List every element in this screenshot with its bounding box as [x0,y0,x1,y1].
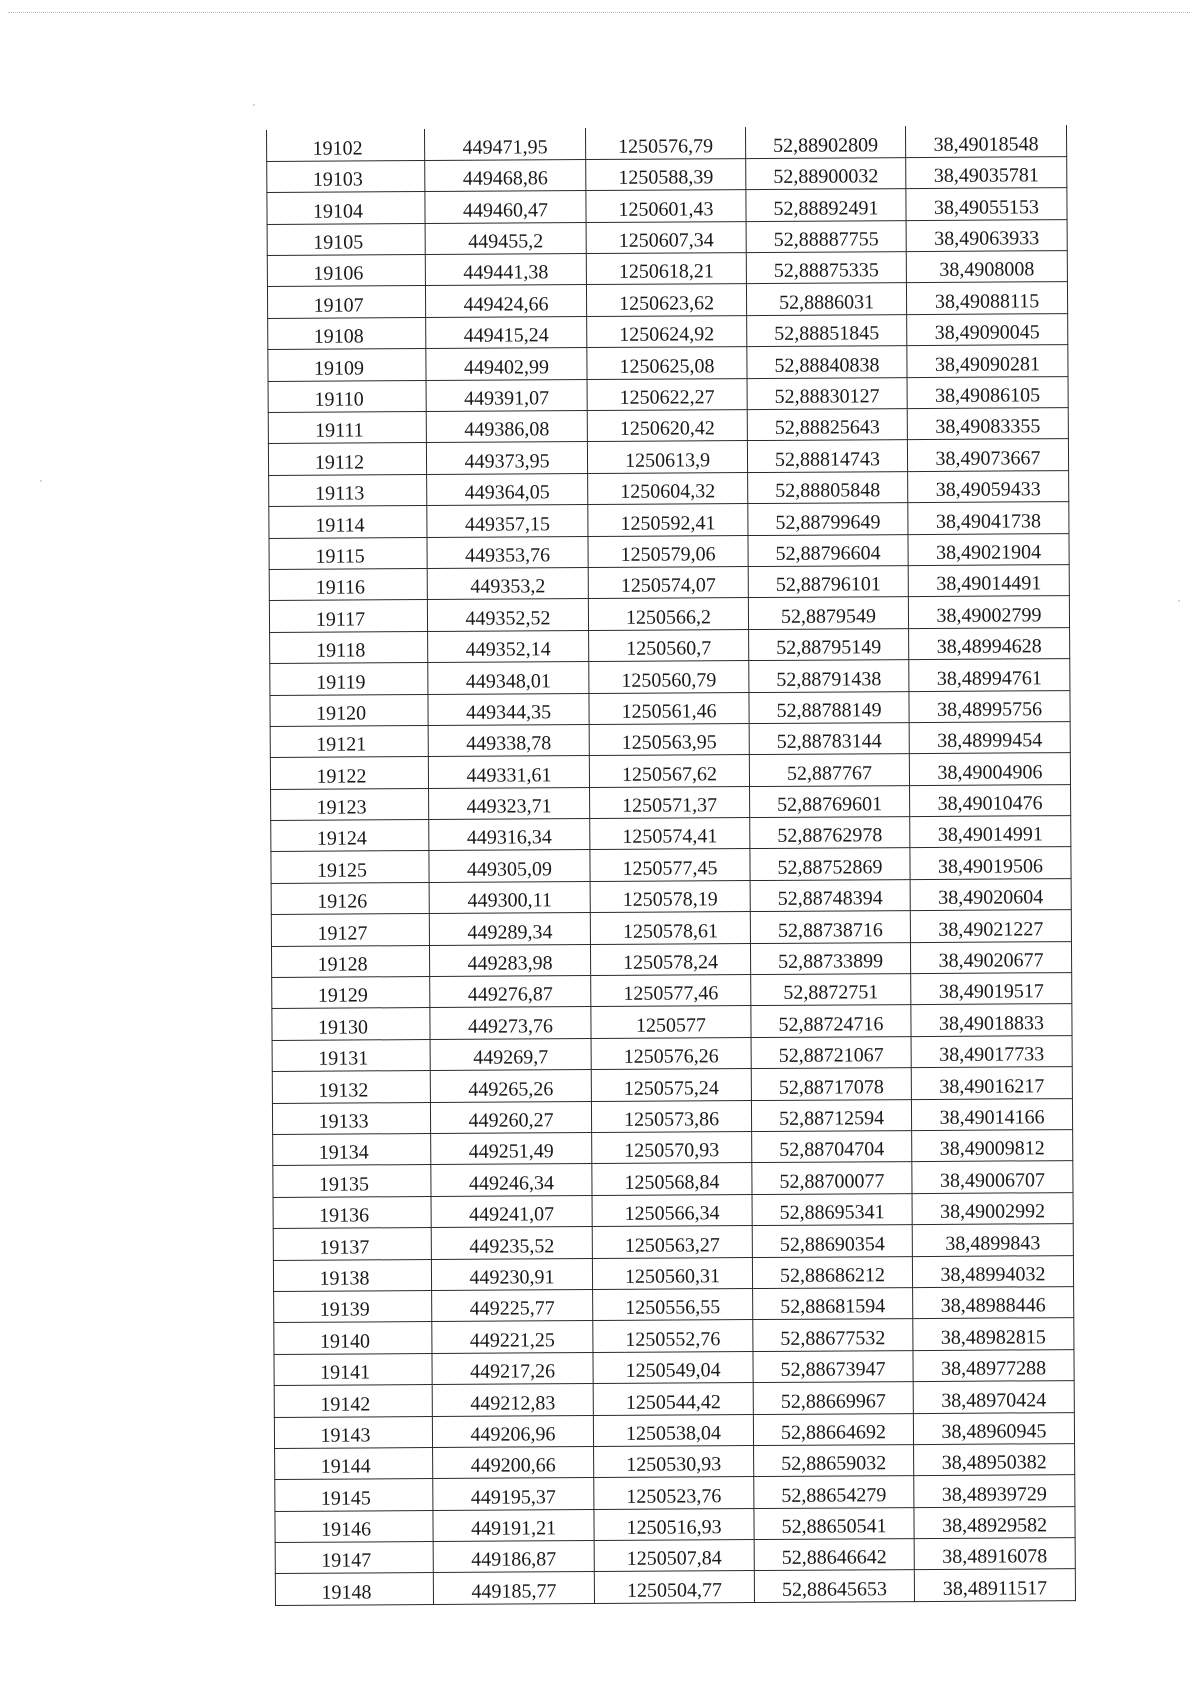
y-coordinate-cell: 1250566,34 [592,1194,752,1226]
longitude-cell: 38,49020677 [910,941,1071,973]
x-coordinate-cell: 449260,27 [430,1101,591,1133]
latitude-cell: 52,88752869 [750,848,910,880]
point-number-cell: 19115 [269,537,427,569]
y-coordinate-cell: 1250568,84 [592,1163,752,1195]
latitude-cell: 52,88669967 [753,1382,913,1414]
latitude-cell: 52,88681594 [753,1288,913,1320]
y-coordinate-cell: 1250552,76 [593,1320,753,1352]
x-coordinate-cell: 449185,77 [433,1572,594,1604]
x-coordinate-cell: 449246,34 [431,1164,592,1196]
longitude-cell: 38,48916078 [914,1538,1075,1570]
latitude-cell: 52,88700077 [752,1162,912,1194]
point-number-cell: 19130 [272,1008,430,1040]
y-coordinate-cell: 1250622,27 [587,378,747,410]
y-coordinate-cell: 1250625,08 [587,347,747,379]
longitude-cell: 38,48929582 [914,1506,1075,1538]
y-coordinate-cell: 1250560,31 [592,1257,752,1289]
latitude-cell: 52,88796101 [748,566,908,598]
latitude-cell: 52,88892491 [746,189,906,221]
x-coordinate-cell: 449186,87 [433,1541,594,1573]
table-row [269,502,1069,538]
table-row [271,878,1071,914]
x-coordinate-cell: 449468,86 [425,159,586,191]
scan-speck [253,104,255,106]
y-coordinate-cell: 1250563,95 [589,723,749,755]
y-coordinate-cell: 1250523,76 [594,1477,754,1509]
latitude-cell: 52,88748394 [750,879,910,911]
x-coordinate-cell: 449455,2 [425,222,586,254]
longitude-cell: 38,49002992 [912,1192,1073,1224]
x-coordinate-cell: 449273,76 [430,1007,591,1039]
point-number-cell: 19142 [274,1385,432,1417]
x-coordinate-cell: 449344,35 [428,693,589,725]
longitude-cell: 38,49014991 [910,816,1071,848]
point-number-cell: 19141 [274,1353,432,1385]
y-coordinate-cell: 1250620,42 [587,410,747,442]
latitude-cell: 52,88769601 [750,785,910,817]
y-coordinate-cell: 1250607,34 [586,221,746,253]
table-row [272,1098,1072,1134]
x-coordinate-cell: 449305,09 [429,850,590,882]
point-number-cell: 19104 [267,192,425,224]
latitude-cell: 52,88717078 [751,1068,911,1100]
point-number-cell: 19119 [270,663,428,695]
latitude-cell: 52,88840838 [747,346,907,378]
point-number-cell: 19134 [273,1134,431,1166]
latitude-cell: 52,88788149 [749,691,909,723]
point-number-cell: 19133 [272,1102,430,1134]
y-coordinate-cell: 1250567,62 [589,755,749,787]
table-row [275,1475,1075,1511]
x-coordinate-cell: 449353,76 [427,536,588,568]
x-coordinate-cell: 449212,83 [432,1384,593,1416]
longitude-cell: 38,49035781 [906,157,1067,189]
x-coordinate-cell: 449331,61 [428,756,589,788]
table-row [275,1538,1075,1574]
point-number-cell: 19121 [270,725,428,757]
point-number-cell: 19118 [270,631,428,663]
table-row [271,910,1071,946]
latitude-cell: 52,88762978 [750,817,910,849]
longitude-cell: 38,49063933 [906,219,1067,251]
table-row [271,941,1071,977]
longitude-cell: 38,49020604 [910,878,1071,910]
longitude-cell: 38,48970424 [913,1381,1074,1413]
y-coordinate-cell: 1250573,86 [591,1100,751,1132]
x-coordinate-cell: 449241,07 [431,1195,592,1227]
table-row [273,1161,1073,1197]
point-number-cell: 19105 [267,223,425,255]
table-row [273,1192,1073,1228]
table-row [274,1287,1074,1323]
point-number-cell: 19145 [275,1479,433,1511]
y-coordinate-cell: 1250556,55 [593,1289,753,1321]
x-coordinate-cell: 449300,11 [429,881,590,913]
y-coordinate-cell: 1250578,24 [590,943,750,975]
longitude-cell: 38,49041738 [908,502,1069,534]
x-coordinate-cell: 449191,21 [433,1509,594,1541]
latitude-cell: 52,88799649 [748,503,908,535]
longitude-cell: 38,49019506 [910,847,1071,879]
longitude-cell: 38,49083355 [907,408,1068,440]
point-number-cell: 19109 [268,349,426,381]
table-row [269,596,1069,632]
table-row [270,753,1070,789]
latitude-cell: 52,88900032 [746,157,906,189]
longitude-cell: 38,49021904 [908,533,1069,565]
longitude-cell: 38,48982815 [913,1318,1074,1350]
x-coordinate-cell: 449373,95 [426,442,587,474]
y-coordinate-cell: 1250575,24 [591,1069,751,1101]
latitude-cell: 52,88791438 [749,660,909,692]
longitude-cell: 38,49017733 [911,1035,1072,1067]
y-coordinate-cell: 1250574,41 [590,818,750,850]
point-number-cell: 19131 [272,1039,430,1071]
point-number-cell: 19114 [269,506,427,538]
point-number-cell: 19108 [268,317,426,349]
scan-speck [40,480,42,482]
table-row [267,219,1067,255]
y-coordinate-cell: 1250570,93 [592,1132,752,1164]
table-row [269,533,1069,569]
point-number-cell: 19102 [267,129,425,161]
point-number-cell: 19137 [273,1228,431,1260]
x-coordinate-cell: 449283,98 [429,944,590,976]
table-row [273,1255,1073,1291]
y-coordinate-cell: 1250560,7 [589,629,749,661]
latitude-cell: 52,88738716 [750,911,910,943]
x-coordinate-cell: 449471,95 [424,128,585,160]
x-coordinate-cell: 449441,38 [425,254,586,286]
longitude-cell: 38,49018548 [905,125,1066,157]
latitude-cell: 52,88721067 [751,1036,911,1068]
point-number-cell: 19106 [267,255,425,287]
x-coordinate-cell: 449353,2 [427,568,588,600]
x-coordinate-cell: 449265,26 [430,1070,591,1102]
x-coordinate-cell: 449235,52 [431,1227,592,1259]
longitude-cell: 38,49002799 [908,596,1069,628]
latitude-cell: 52,8879549 [748,597,908,629]
y-coordinate-cell: 1250577 [591,1006,751,1038]
longitude-cell: 38,48995756 [909,690,1070,722]
y-coordinate-cell: 1250530,93 [594,1445,754,1477]
x-coordinate-cell: 449230,91 [431,1258,592,1290]
longitude-cell: 38,48994761 [909,659,1070,691]
latitude-cell: 52,88783144 [749,723,909,755]
x-coordinate-cell: 449424,66 [425,285,586,317]
latitude-cell: 52,88695341 [752,1193,912,1225]
y-coordinate-cell: 1250588,39 [586,158,746,190]
latitude-cell: 52,88875335 [746,252,906,284]
y-coordinate-cell: 1250604,32 [588,472,748,504]
table-row [267,125,1067,161]
table-row [269,470,1069,506]
table-row [273,1130,1073,1166]
longitude-cell: 38,49014491 [908,565,1069,597]
x-coordinate-cell: 449348,01 [428,662,589,694]
table-row [274,1381,1074,1417]
coordinate-table [266,125,1076,1606]
point-number-cell: 19124 [271,820,429,852]
longitude-cell: 38,49059433 [908,470,1069,502]
latitude-cell: 52,88830127 [747,377,907,409]
x-coordinate-cell: 449269,7 [430,1038,591,1070]
latitude-cell: 52,8872751 [751,974,911,1006]
point-number-cell: 19135 [273,1165,431,1197]
x-coordinate-cell: 449357,15 [427,505,588,537]
table-row [269,565,1069,601]
table-row [270,627,1070,663]
longitude-cell: 38,48999454 [909,722,1070,754]
table-row [275,1569,1075,1605]
latitude-cell: 52,88645653 [754,1570,914,1602]
latitude-cell: 52,88659032 [754,1444,914,1476]
table-row [270,722,1070,758]
longitude-cell: 38,49073667 [907,439,1068,471]
point-number-cell: 19144 [275,1447,433,1479]
y-coordinate-cell: 1250578,19 [590,880,750,912]
y-coordinate-cell: 1250516,93 [594,1508,754,1540]
longitude-cell: 38,48977288 [913,1349,1074,1381]
longitude-cell: 38,49014166 [911,1098,1072,1130]
x-coordinate-cell: 449217,26 [432,1352,593,1384]
x-coordinate-cell: 449415,24 [426,316,587,348]
y-coordinate-cell: 1250544,42 [593,1383,753,1415]
point-number-cell: 19107 [267,286,425,318]
point-number-cell: 19138 [273,1259,431,1291]
latitude-cell: 52,88646642 [754,1539,914,1571]
latitude-cell: 52,88795149 [749,628,909,660]
table-row [272,1035,1072,1071]
x-coordinate-cell: 449276,87 [430,976,591,1008]
longitude-cell: 38,48939729 [914,1475,1075,1507]
latitude-cell: 52,88887755 [746,220,906,252]
x-coordinate-cell: 449386,08 [426,411,587,443]
y-coordinate-cell: 1250592,41 [588,504,748,536]
table-row [274,1318,1074,1354]
x-coordinate-cell: 449460,47 [425,191,586,223]
point-number-cell: 19110 [268,380,426,412]
table-row [267,188,1067,224]
x-coordinate-cell: 449323,71 [429,787,590,819]
x-coordinate-cell: 449200,66 [433,1446,594,1478]
longitude-cell: 38,49006707 [912,1161,1073,1193]
point-number-cell: 19122 [270,757,428,789]
longitude-cell: 38,48994032 [912,1255,1073,1287]
latitude-cell: 52,887767 [749,754,909,786]
point-number-cell: 19143 [274,1416,432,1448]
latitude-cell: 52,88686212 [752,1256,912,1288]
point-number-cell: 19125 [271,851,429,883]
table-row [275,1506,1075,1542]
longitude-cell: 38,4899843 [912,1224,1073,1256]
table-row [272,1004,1072,1040]
y-coordinate-cell: 1250576,79 [585,127,745,159]
table-row [274,1349,1074,1385]
y-coordinate-cell: 1250507,84 [594,1540,754,1572]
point-number-cell: 19120 [270,694,428,726]
longitude-cell: 38,48988446 [913,1287,1074,1319]
coordinate-table-body [267,125,1076,1605]
x-coordinate-cell: 449289,34 [429,913,590,945]
y-coordinate-cell: 1250623,62 [586,284,746,316]
x-coordinate-cell: 449352,14 [428,630,589,662]
point-number-cell: 19147 [275,1542,433,1574]
point-number-cell: 19146 [275,1510,433,1542]
table-row [268,376,1068,412]
longitude-cell: 38,4908008 [906,251,1067,283]
longitude-cell: 38,49021227 [910,910,1071,942]
longitude-cell: 38,49088115 [906,282,1067,314]
table-row [270,659,1070,695]
table-row [272,973,1072,1009]
x-coordinate-cell: 449364,05 [427,473,588,505]
table-row [267,157,1067,193]
point-number-cell: 19128 [271,945,429,977]
table-row [271,847,1071,883]
latitude-cell: 52,88650541 [754,1507,914,1539]
x-coordinate-cell: 449391,07 [426,379,587,411]
y-coordinate-cell: 1250561,46 [589,692,749,724]
latitude-cell: 52,88851845 [747,314,907,346]
longitude-cell: 38,49019517 [911,973,1072,1005]
latitude-cell: 52,88805848 [748,471,908,503]
longitude-cell: 38,49010476 [910,784,1071,816]
x-coordinate-cell: 449195,37 [433,1478,594,1510]
latitude-cell: 52,88654279 [754,1476,914,1508]
table-row [268,408,1068,444]
y-coordinate-cell: 1250538,04 [593,1414,753,1446]
point-number-cell: 19123 [271,788,429,820]
latitude-cell: 52,88724716 [751,1005,911,1037]
scan-top-edge [8,12,1190,13]
latitude-cell: 52,88825643 [747,409,907,441]
table-row [268,345,1068,381]
point-number-cell: 19111 [268,412,426,444]
x-coordinate-cell: 449402,99 [426,348,587,380]
longitude-cell: 38,49090281 [907,345,1068,377]
table-row [268,439,1068,475]
point-number-cell: 19112 [268,443,426,475]
table-row [274,1412,1074,1448]
longitude-cell: 38,49016217 [911,1067,1072,1099]
y-coordinate-cell: 1250613,9 [587,441,747,473]
y-coordinate-cell: 1250576,26 [591,1037,751,1069]
y-coordinate-cell: 1250504,77 [594,1571,754,1603]
x-coordinate-cell: 449206,96 [432,1415,593,1447]
latitude-cell: 52,88677532 [753,1319,913,1351]
point-number-cell: 19113 [269,474,427,506]
point-number-cell: 19116 [269,568,427,600]
table-row [267,282,1067,318]
latitude-cell: 52,88902809 [745,126,905,158]
point-number-cell: 19139 [274,1290,432,1322]
scan-speck [1178,600,1180,602]
y-coordinate-cell: 1250560,79 [589,661,749,693]
latitude-cell: 52,88733899 [750,942,910,974]
table-row [272,1067,1072,1103]
y-coordinate-cell: 1250618,21 [586,253,746,285]
y-coordinate-cell: 1250577,46 [591,975,751,1007]
longitude-cell: 38,48911517 [914,1569,1075,1601]
y-coordinate-cell: 1250578,61 [590,912,750,944]
latitude-cell: 52,88796604 [748,534,908,566]
point-number-cell: 19127 [271,914,429,946]
longitude-cell: 38,49090045 [907,313,1068,345]
longitude-cell: 38,49018833 [911,1004,1072,1036]
longitude-cell: 38,48960945 [913,1412,1074,1444]
point-number-cell: 19132 [272,1071,430,1103]
point-number-cell: 19117 [269,600,427,632]
table-row [271,784,1071,820]
x-coordinate-cell: 449251,49 [431,1133,592,1165]
latitude-cell: 52,88704704 [752,1131,912,1163]
longitude-cell: 38,49086105 [907,376,1068,408]
table-row [273,1224,1073,1260]
latitude-cell: 52,88690354 [752,1225,912,1257]
latitude-cell: 52,88814743 [747,440,907,472]
latitude-cell: 52,88712594 [751,1099,911,1131]
point-number-cell: 19129 [272,977,430,1009]
longitude-cell: 38,49004906 [909,753,1070,785]
y-coordinate-cell: 1250574,07 [588,567,748,599]
table-row [275,1443,1075,1479]
y-coordinate-cell: 1250549,04 [593,1351,753,1383]
point-number-cell: 19148 [275,1573,433,1605]
x-coordinate-cell: 449338,78 [428,724,589,756]
y-coordinate-cell: 1250579,06 [588,535,748,567]
y-coordinate-cell: 1250577,45 [590,849,750,881]
x-coordinate-cell: 449225,77 [432,1289,593,1321]
table-row [270,690,1070,726]
x-coordinate-cell: 449316,34 [429,819,590,851]
x-coordinate-cell: 449221,25 [432,1321,593,1353]
y-coordinate-cell: 1250563,27 [592,1226,752,1258]
latitude-cell: 52,88664692 [753,1413,913,1445]
latitude-cell: 52,88673947 [753,1350,913,1382]
table-row [271,816,1071,852]
latitude-cell: 52,8886031 [746,283,906,315]
y-coordinate-cell: 1250571,37 [590,786,750,818]
table-row [268,313,1068,349]
point-number-cell: 19103 [267,160,425,192]
longitude-cell: 38,48994628 [909,627,1070,659]
longitude-cell: 38,49055153 [906,188,1067,220]
longitude-cell: 38,49009812 [912,1130,1073,1162]
point-number-cell: 19126 [271,882,429,914]
longitude-cell: 38,48950382 [914,1443,1075,1475]
point-number-cell: 19136 [273,1196,431,1228]
y-coordinate-cell: 1250624,92 [587,315,747,347]
y-coordinate-cell: 1250601,43 [586,190,746,222]
x-coordinate-cell: 449352,52 [427,599,588,631]
point-number-cell: 19140 [274,1322,432,1354]
table-row [267,251,1067,287]
y-coordinate-cell: 1250566,2 [588,598,748,630]
